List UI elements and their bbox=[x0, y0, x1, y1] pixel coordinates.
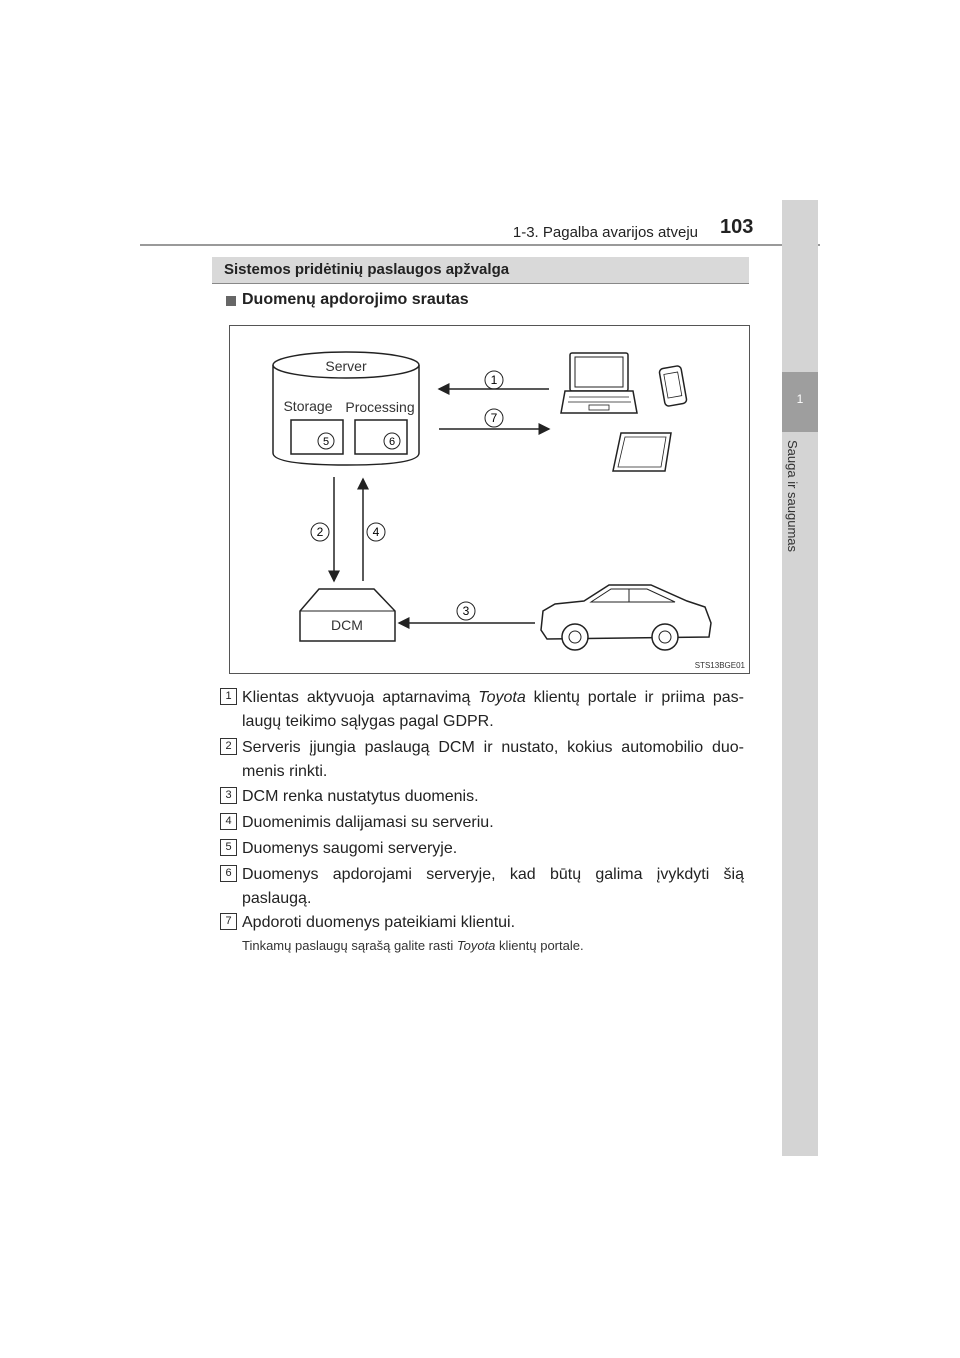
svg-text:5: 5 bbox=[322, 436, 330, 448]
marker-7 bbox=[485, 409, 503, 427]
list-item: Duomenys saugomi serveryje. bbox=[242, 840, 458, 857]
marker-6 bbox=[384, 433, 400, 449]
svg-text:3: 3 bbox=[462, 604, 470, 618]
chapter-title: Sauga ir saugumas bbox=[785, 440, 800, 553]
list-item: Serveris įjungia paslaugą DCM ir nustato, kokius automobilio duo-menis rinkti. bbox=[242, 739, 744, 780]
chapter-number-tab bbox=[782, 372, 818, 432]
page-number: 103 bbox=[720, 216, 754, 238]
item-number-badge: 4 bbox=[220, 813, 237, 830]
server-label: Server bbox=[325, 358, 367, 374]
subheading: Duomenų apdorojimo srautas bbox=[242, 291, 469, 308]
svg-text:4: 4 bbox=[372, 525, 380, 539]
item-number-badge: 1 bbox=[220, 688, 237, 705]
svg-text:1: 1 bbox=[490, 373, 498, 387]
laptop-icon bbox=[561, 353, 637, 413]
svg-text:7: 7 bbox=[490, 411, 498, 425]
header-rule bbox=[140, 244, 820, 246]
list-item: DCM renka nustatytus duomenis. bbox=[242, 788, 479, 805]
banner-rule bbox=[212, 283, 749, 284]
section-title: 1-3. Pagalba avarijos atveju bbox=[512, 224, 698, 241]
dcm-label: DCM bbox=[331, 617, 363, 633]
item-number-badge: 3 bbox=[220, 787, 237, 804]
item-number-badge: 7 bbox=[220, 913, 237, 930]
marker-3 bbox=[457, 602, 475, 620]
overview-banner bbox=[212, 257, 749, 283]
chapter-side-tab bbox=[782, 200, 818, 1156]
item-number-badge: 5 bbox=[220, 839, 237, 856]
marker-2 bbox=[311, 523, 329, 541]
marker-1 bbox=[485, 371, 503, 389]
storage-label: Storage bbox=[283, 398, 333, 414]
tablet-icon bbox=[613, 433, 671, 471]
image-code: STS13BGE01 bbox=[694, 661, 745, 670]
list-item: Duomenimis dalijamasi su serveriu. bbox=[242, 814, 494, 831]
note-text: Tinkamų paslaugų sąrašą galite rasti Toyota klientų portale. bbox=[242, 938, 584, 953]
processing-label: Processing bbox=[345, 399, 415, 415]
list-item: Apdoroti duomenys pateikiami klientui. bbox=[242, 914, 516, 931]
data-flow-diagram bbox=[229, 325, 750, 674]
item-number-badge: 2 bbox=[220, 738, 237, 755]
list-item: Klientas aktyvuoja aptarnavimą Toyota klientų portale ir priima pas-laugų teikimo sąlygas pagal GDPR. bbox=[242, 689, 744, 730]
svg-text:2: 2 bbox=[316, 525, 324, 539]
banner-title: Sistemos pridėtinių paslaugos apžvalga bbox=[224, 261, 510, 278]
storage-box bbox=[291, 420, 343, 454]
square-bullet-icon bbox=[226, 296, 236, 306]
marker-4 bbox=[367, 523, 385, 541]
svg-text:6: 6 bbox=[388, 436, 396, 448]
dcm-box bbox=[300, 589, 395, 641]
chapter-number: 1 bbox=[796, 392, 804, 406]
list-item: Duomenys apdorojami serveryje, kad būtų galima įvykdyti šią paslaugą. bbox=[242, 866, 744, 907]
item-number-badge: 6 bbox=[220, 865, 237, 882]
marker-5 bbox=[318, 433, 334, 449]
